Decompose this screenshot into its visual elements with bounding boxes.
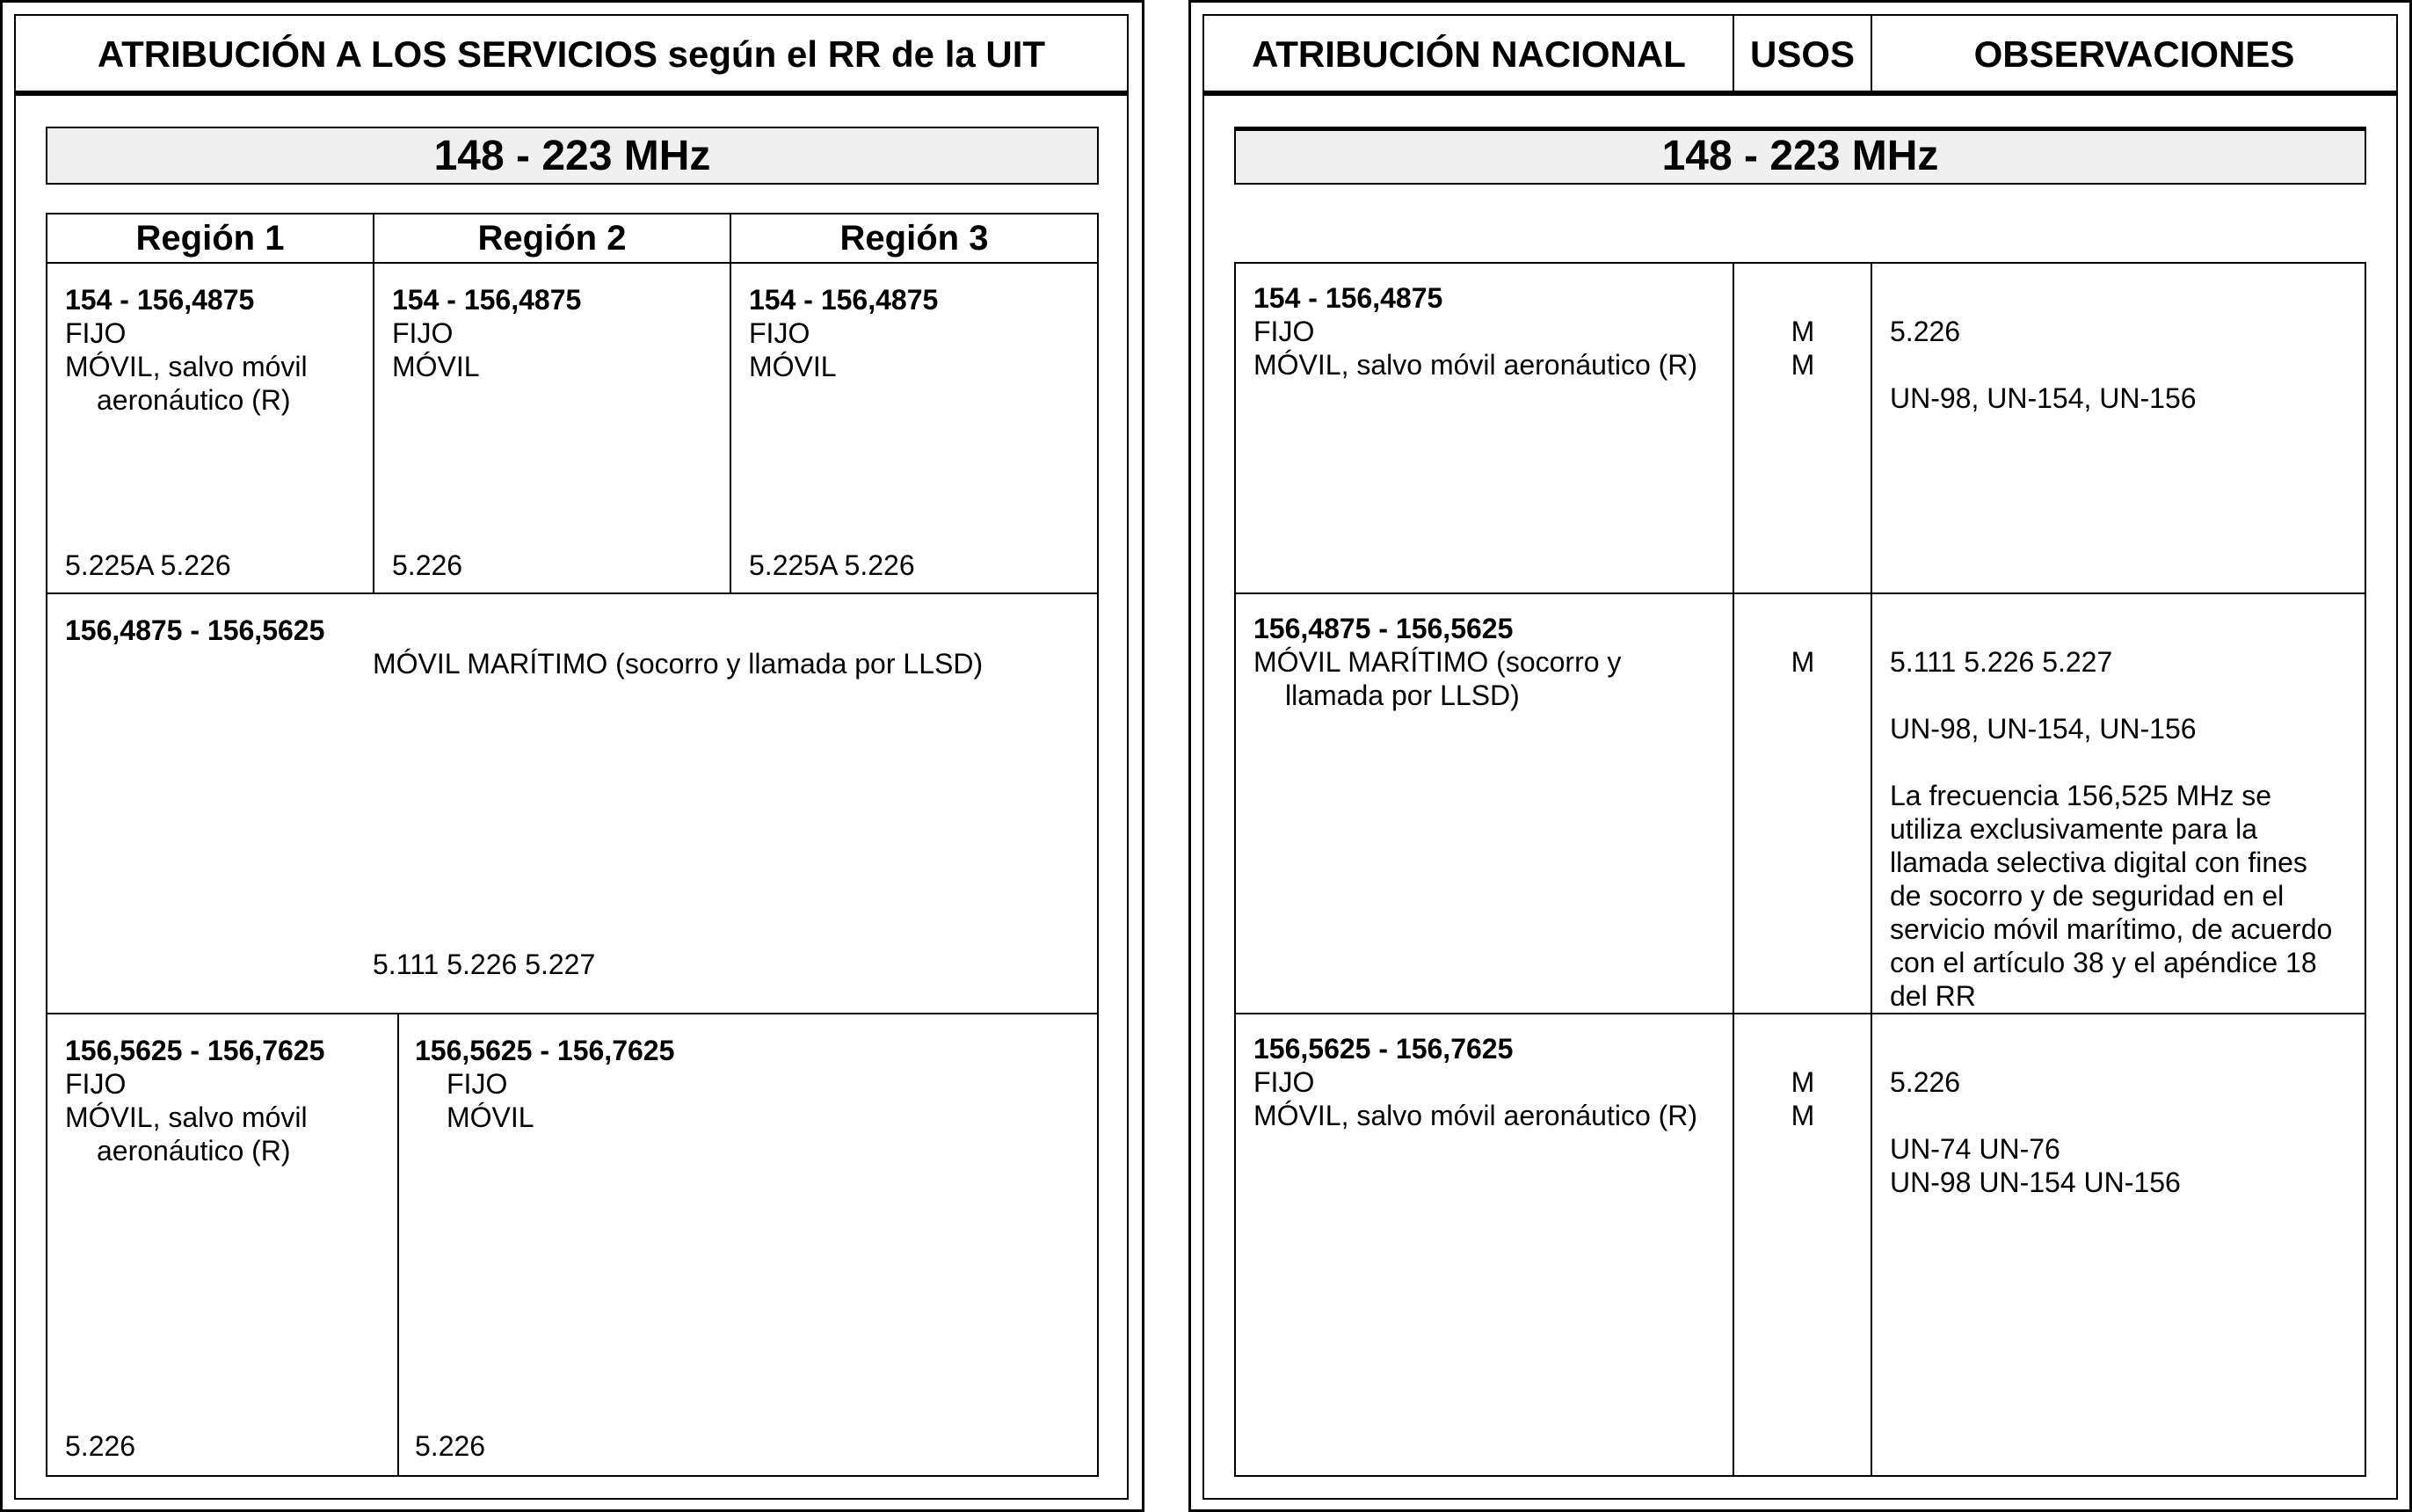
header-attribution: ATRIBUCIÓN NACIONAL bbox=[1252, 33, 1686, 75]
national-service-line: MÓVIL, salvo móvil aeronáutico (R) bbox=[1253, 1100, 1698, 1131]
footnotes: 5.225A 5.226 bbox=[749, 549, 915, 581]
observation-text: UN-74 UN-76 UN-98 UN-154 UN-156 bbox=[1890, 1133, 2181, 1198]
left-header-title: ATRIBUCIÓN A LOS SERVICIOS según el RR de la UIT bbox=[97, 33, 1046, 75]
observation-text: UN-98, UN-154, UN-156 bbox=[1890, 713, 2197, 745]
service-line: FIJO bbox=[749, 317, 810, 349]
region-3-header: Región 3 bbox=[730, 213, 1099, 264]
usage-code: M bbox=[1791, 349, 1815, 381]
header-uses: USOS bbox=[1749, 33, 1856, 75]
usage-code: M bbox=[1791, 1066, 1815, 1098]
service-line: FIJO bbox=[447, 1068, 508, 1100]
frequency-range: 156,5625 - 156,7625 bbox=[65, 1035, 325, 1066]
national-frequency-range: 156,5625 - 156,7625 bbox=[1253, 1033, 1514, 1065]
region-1-header: Región 1 bbox=[46, 213, 374, 264]
left-r3-region23-cell bbox=[397, 1013, 1099, 1477]
observation-text: 5.111 5.226 5.227 bbox=[1890, 646, 2113, 678]
observation-text: UN-98, UN-154, UN-156 bbox=[1890, 382, 2197, 414]
left-r2-all-regions-cell bbox=[46, 592, 1099, 1014]
footnotes: 5.226 bbox=[415, 1430, 486, 1462]
frequency-range: 156,5625 - 156,7625 bbox=[415, 1035, 675, 1066]
footnotes: 5.226 bbox=[65, 1430, 136, 1462]
observation-text: 5.226 bbox=[1890, 1066, 1961, 1098]
left-band-heading: 148 - 223 MHz bbox=[46, 127, 1099, 185]
observation-text: 5.226 bbox=[1890, 316, 1961, 347]
service-line: MÓVIL, salvo móvil bbox=[65, 1101, 308, 1133]
band-shadow-line bbox=[1236, 128, 2366, 131]
frequency-range: 154 - 156,4875 bbox=[749, 284, 939, 316]
national-service-line: llamada por LLSD) bbox=[1285, 680, 1520, 711]
national-frequency-range: 156,4875 - 156,5625 bbox=[1253, 613, 1514, 644]
footnotes: 5.226 bbox=[392, 549, 463, 581]
left-r3-region1-cell bbox=[46, 1013, 399, 1477]
col-divider-obs bbox=[1871, 262, 1872, 1477]
frequency-range: 156,4875 - 156,5625 bbox=[65, 614, 325, 646]
service-line: FIJO bbox=[65, 1068, 127, 1100]
observation-paragraph: La frecuencia 156,525 MHz se utiliza exclusivamente para la llamada selectiva digital con fines de socorro y de seguridad en el servicio móvil marítimo, de acuerdo con el artículo 38 y el apéndice 18 del RR bbox=[1890, 780, 2333, 1012]
region-2-header: Región 2 bbox=[373, 213, 731, 264]
usage-code: M bbox=[1791, 646, 1815, 678]
service-line: aeronáutico (R) bbox=[97, 384, 291, 416]
national-frequency-range: 154 - 156,4875 bbox=[1253, 282, 1443, 314]
row-divider bbox=[1234, 592, 2366, 594]
service-line: MÓVIL bbox=[749, 351, 837, 382]
frequency-range: 154 - 156,4875 bbox=[392, 284, 582, 316]
footnotes: 5.111 5.226 5.227 bbox=[373, 949, 596, 980]
left-r1-region3-cell bbox=[730, 262, 1099, 594]
national-service-line: FIJO bbox=[1253, 316, 1315, 347]
right-header-divider bbox=[1204, 91, 2396, 96]
service-line: MÓVIL, salvo móvil bbox=[65, 351, 308, 382]
service-line: aeronáutico (R) bbox=[97, 1135, 291, 1167]
national-service-line: MÓVIL, salvo móvil aeronáutico (R) bbox=[1253, 349, 1698, 381]
footnotes: 5.225A 5.226 bbox=[65, 549, 231, 581]
national-service-line: FIJO bbox=[1253, 1066, 1315, 1098]
service-line: MÓVIL MARÍTIMO (socorro y llamada por LLSD) bbox=[373, 648, 984, 680]
left-r1-region1-cell bbox=[46, 262, 374, 594]
service-line: MÓVIL bbox=[392, 351, 480, 382]
col-divider-uses bbox=[1733, 262, 1734, 1477]
national-service-line: MÓVIL MARÍTIMO (socorro y bbox=[1253, 646, 1622, 678]
usage-code: M bbox=[1791, 1100, 1815, 1131]
right-band-heading: 148 - 223 MHz bbox=[1234, 127, 2366, 185]
header-observations: OBSERVACIONES bbox=[1973, 33, 2295, 75]
left-header-divider bbox=[16, 91, 1127, 96]
usage-code: M bbox=[1791, 316, 1815, 347]
frequency-range: 154 - 156,4875 bbox=[65, 284, 255, 316]
left-r1-region2-cell bbox=[373, 262, 731, 594]
service-line: MÓVIL bbox=[447, 1101, 534, 1133]
row-divider bbox=[1234, 1013, 2366, 1014]
service-line: FIJO bbox=[65, 317, 127, 349]
service-line: FIJO bbox=[392, 317, 454, 349]
